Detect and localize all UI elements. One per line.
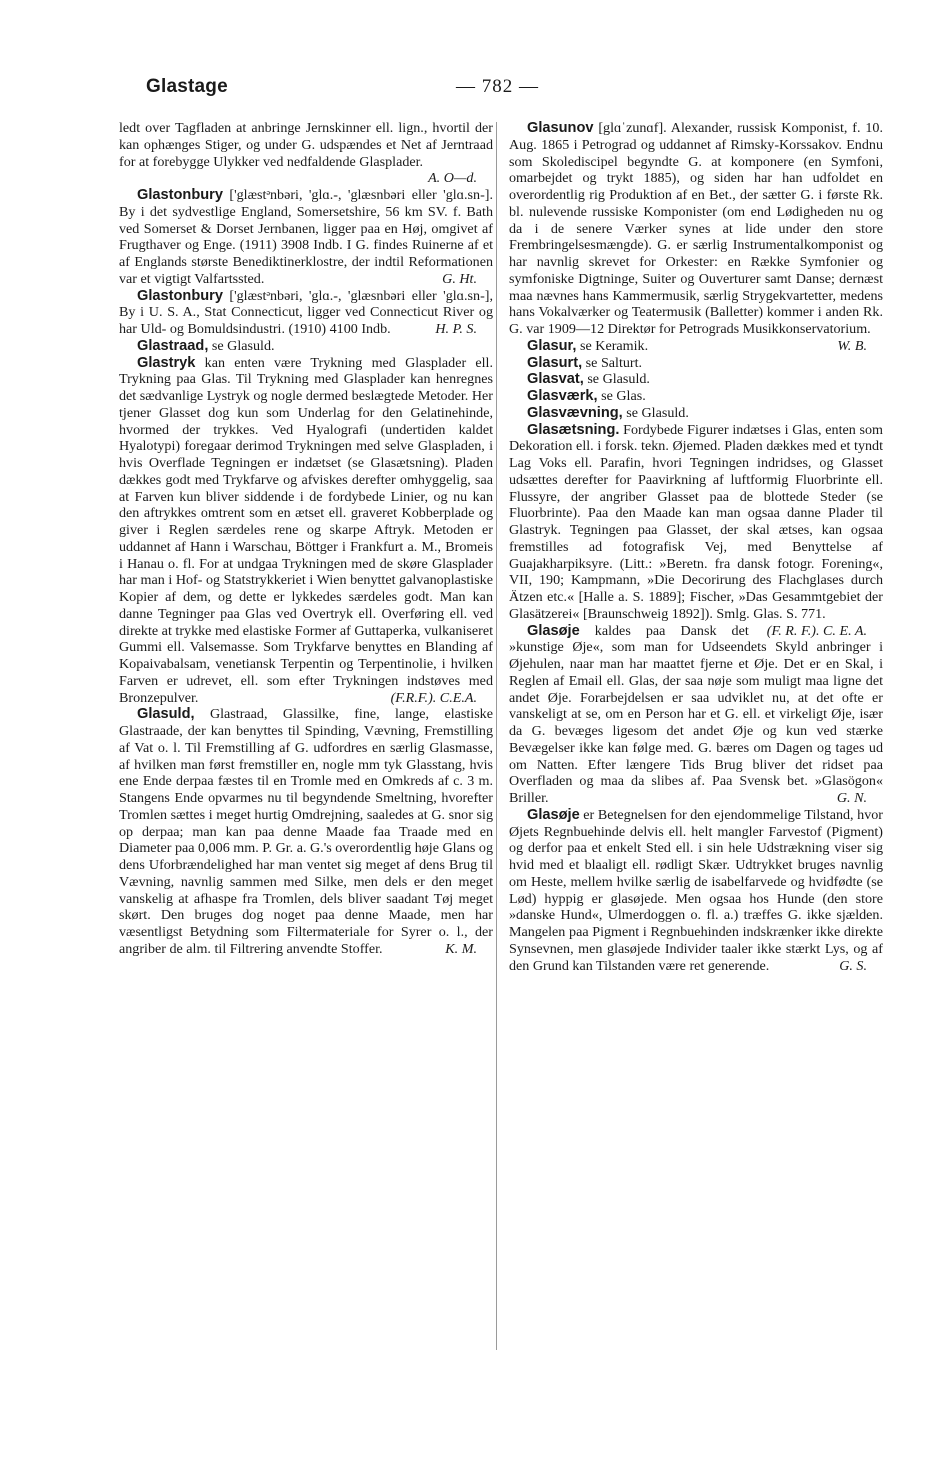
entry — [509, 623, 883, 807]
entry-signature: G. N. — [836, 790, 867, 806]
entry-signature: (F.R.F.). C.E.A. — [390, 689, 477, 706]
entry-headword: Glasværk, — [527, 388, 598, 404]
running-head: Glastage — [146, 76, 228, 97]
entry — [509, 388, 883, 405]
entry-headword: Glasøje — [527, 806, 580, 823]
entry-text: er Betegnelsen for den ejendommelige Tilstand, hvor Øjets Regnbuehinde delvis ell. helt mangler Farvestof (Pigment) og derfor paa et enkelt Sted ell. i sin hele Udstrækning viser sig hvid med et blaaligt ell. rødligt Skær. Udtrykket bruges navnlig om Heste, mellem hvilke særlig de isabelfarvede og hvidfødte (se Lød) hyppig er glasøjede. Men ogsaa hos Hunde (den store »danske Hund«, Ulmerdoggen o. fl. a.) træffes G. ikke sjælden. Mangelen paa Pigment i Regnbuehinden indskrænker ikke direkte Synsevnen, men glasøjede Individer taaler ikke stærkt Lys, og af den Grund kan Tilstanden være ret generende. — [509, 806, 883, 974]
column-divider — [496, 122, 497, 1350]
entry — [119, 120, 493, 187]
entry — [119, 706, 493, 957]
entry-text: se Glasuld. — [583, 371, 650, 388]
entry-signature: G. S. — [839, 957, 867, 974]
entry-headword: Glasunov — [527, 120, 594, 136]
page-number: — 782 — — [456, 76, 539, 97]
right-column — [509, 120, 883, 974]
entry-headword: Glastonbury — [137, 187, 223, 203]
entry-signature: H. P. S. — [435, 321, 477, 337]
entry-text: ledt over Tagfladen at anbringe Jernskinner ell. lign., hvortil der kan ophænges Stiger, og under G. udspændes et Net af Jerntraad for at forebygge Ulykker ved nedfaldende Glasplader. — [119, 120, 493, 170]
entry-text: Glastraad, Glassilke, fine, lange, elastiske Glastraade, der kan benyttes til Spinding, Vævning, Fremstilling af Vat o. l. Til Fremstilling af G. udfordres en særlig Glasmasse, af hvilken man først fremstiller en, nogle mm tyk Glasstang, hvis ene Ende derpaa fæstes til en Tromle med en Omkreds af c. 3 m. Stangens Ende opvarmes nu til begyndende Smeltning, hvorefter Tromlen sættes i meget hurtig Omdrejning, saaledes at G. snor sig op derpaa; man kan paa denne Maade faa Traade med en Diameter paa 0,006 mm. P. Gr. a. G.'s overordentlig høje Glans og dens Uforbrændelighed har man ventet sig meget af dens Brug til Vævning, navnlig sammen med Silke, men dels er den meget vanskelig at afhaspe fra Tromlen, dels bliver saadant Tøj meget skørt. Den bruges dog noget paa denne Maade, men har væsentligst Betydning som Filtermateriale for Syrer o. l., der angriber de alm. til Filtrering anvendte Stoffer. — [119, 706, 493, 957]
entry-text: se Glasuld. — [622, 404, 689, 421]
entry-headword: Glastryk — [137, 354, 196, 371]
entry — [509, 405, 883, 422]
entry-text: ['glæstᵊnbəri, 'glɑ.-, 'glæsnbəri eller 'glɑ.sn-]. By i det sydvestlige England, Somersetshire, 56 km SV. f. Bath ved Somerset & Dorset Jernbanen, ligger paa en Høj, omgivet af Frugthaver og Enge. (1911) 3908 Indb. I G. findes Ruinerne af et af Englands største Benediktinerklostre, der indtil Reformationen var et vigtigt Valfartssted. — [119, 187, 493, 287]
entry-text: Fordybede Figurer indætses i Glas, enten som Dekoration ell. i forsk. tekn. Øjemed. Pladen dækkes med et tyndt Lag Voks ell. Parafin, hvori Tegningen indridses, og Glasset udsættes derefter for Paavirkning af luftformig Fluorbrinte ell. Flussyre, der angriber Glasset paa de blottede Steder (se Fluorbrinte). Paa den Maade kan man ogsaa danne Plader til Glastryk. Tegningen paa Glasset, der skal ætses, kan ogsaa fremstilles ad fotografisk Vej, med Benyttelse af Guajakharpiksyre. (Litt.: »Beretn. fra dansk fotogr. Forening«, VII, 190; Kampmann, »Die Decorirung des Flachglases durch Ätzen etc.« [Halle a. S. 1889]; Fischer, »Das Gesammtgebiet der Glasätzerei« [Braunschweig 1892]). Smlg. Glas. S. 771. — [509, 421, 883, 622]
entry-text: se Salturt. — [582, 354, 643, 371]
entry-headword: Glastonbury — [137, 287, 223, 304]
entry — [509, 355, 883, 372]
entry-headword: Glasvat, — [527, 371, 584, 388]
entry — [509, 371, 883, 388]
entry — [119, 288, 493, 338]
entry-headword: Glastraad, — [137, 337, 209, 354]
entry — [119, 187, 493, 288]
entry-headword: Glasætsning. — [527, 421, 620, 438]
entry — [509, 807, 883, 975]
entry-text: ['glæstᵊnbəri, 'glɑ.-, 'glæsnbəri eller 'glɑ.sn-], By i U. S. A., Stat Connecticut, ligger ved Connecticut River og har Uld- og Bomuldsindustri. (1910) 4100 Indb. — [119, 287, 493, 337]
entry-text: se Glasuld. — [208, 337, 275, 354]
entry-signature: K. M. — [445, 940, 477, 957]
entry-signature: A. O—d. — [428, 170, 477, 187]
entry-text: kaldes paa Dansk det »kunstige Øje«, som man for Udseendets Skyld anbringer i Øjehulen, naar man har maattet fjerne et Øje. Det er en Skal, i Reglen af Email ell. Glas, der saa nøje som muligt maa ligne det andet Øje. Forarbejdelsen er saa udviklet nu, at det ofte er vanskeligt at se, om en Person har et G. ell. et virkeligt Øje, især da G. bevæges ligesom det andet Øje og kun ved stærke Bevægelser ikke kan følge med. G. bæres om Dagen og tages ud om Natten. Efter længere Tids Brug bliver det ridset paa Overfladen og maa da slibes af. Paa Svensk bet. »Glasögon« Briller. — [509, 622, 883, 806]
entry-signature: (F. R. F.). C. E. A. — [766, 622, 867, 639]
left-column — [119, 120, 493, 958]
entry-headword: Glasur, — [527, 337, 577, 354]
entry-text: se Keramik. — [576, 337, 649, 354]
entry-headword: Glasvævning, — [527, 404, 623, 421]
entry-headword: Glasøje — [527, 622, 580, 639]
entry — [119, 338, 493, 355]
entry-text: kan enten være Trykning med Glasplader ell. Trykning paa Glas. Til Trykning med Glasplader kan henregnes det sædvanlige Lystryk og nogle dermed beslægtede Metoder. Her tjener Glasset dog kun som Underlag for den Gelatinehinde, hvormed der trykkes. Ved Hyalografi (undertiden kaldet Hyalotypi) foregaar derimod Trykningen med selve Glaspladen, i hvis Overflade Tegningen er indætset (se Glasætsning). Pladen dækkes godt med Trykfarve og afviskes derefter omhyggelig, saa at Farven kun bliver siddende i de fordybede Linier, og nu kan den aftrykkes omtrent som en ætset ell. graveret Kobberplade og giver i Reglen særdeles rene og skarpe Aftryk. Metoden er uddannet af Hann i Warschau, Böttger i Frankfurt a. M., Bromeis i Hanau o. fl. For at undgaa Trykningen med de skøre Glasplader har man i Hof- og Statstrykkeriet i Wien benyttet galvanoplastiske Kopier af dem, og dette er lykkedes særdeles godt. Man kan danne Tegninger paa Glas ved Overtryk ell. Overføring ell. ved direkte at trykke med elastiske Former af Guttaperka, vulkaniseret Gummi ell. Valsemasse. Som Trykfarve benyttes en Blanding af Kopaivabalsam, venetiansk Terpentin og Terpentinolie, i hvilken Farven er udrevet, ell. som efter Trykningen indstøves med Bronzepulver. — [119, 354, 493, 706]
entry-text: se Glas. — [597, 388, 646, 404]
entry-signature: W. B. — [837, 337, 867, 354]
page-header — [146, 76, 796, 102]
entry-headword: Glasurt, — [527, 354, 583, 371]
entry — [119, 355, 493, 707]
entry-text: [glɑˈzunɑf]. Alexander, russisk Komponist, f. 10. Aug. 1865 i Petrograd og uddannet af Rimsky-Korssakov. Endnu som Skolediscipel begyndte G. at komponere (en Symfoni, omarbejdet og trykt 1885), og siden har han udfoldet en overordentlig rig Produktion af en Bet., der sætter G. i første Rk. bl. nulevende russiske Komponister (om end Lødigheden nu og da i de senere Værker synes at lide under den store Frembringelsesmængde). G. er særlig Instrumentalkomponist og har navnlig skrevet for Orkester: en Række Symfonier og symfoniske Digtninge, Suiter og Ouverturer samt Danse; dernæst maa nævnes hans Kammermusik, særlig Strygekvartetter, medens hans Vokalværker og Teatermusik (Balletter) kommer i anden Rk. G. var 1909—12 Direktør for Petrograds Musikkonservatorium. — [509, 120, 883, 337]
entry-signature: G. Ht. — [442, 270, 477, 287]
entry-headword: Glasuld, — [137, 706, 195, 723]
